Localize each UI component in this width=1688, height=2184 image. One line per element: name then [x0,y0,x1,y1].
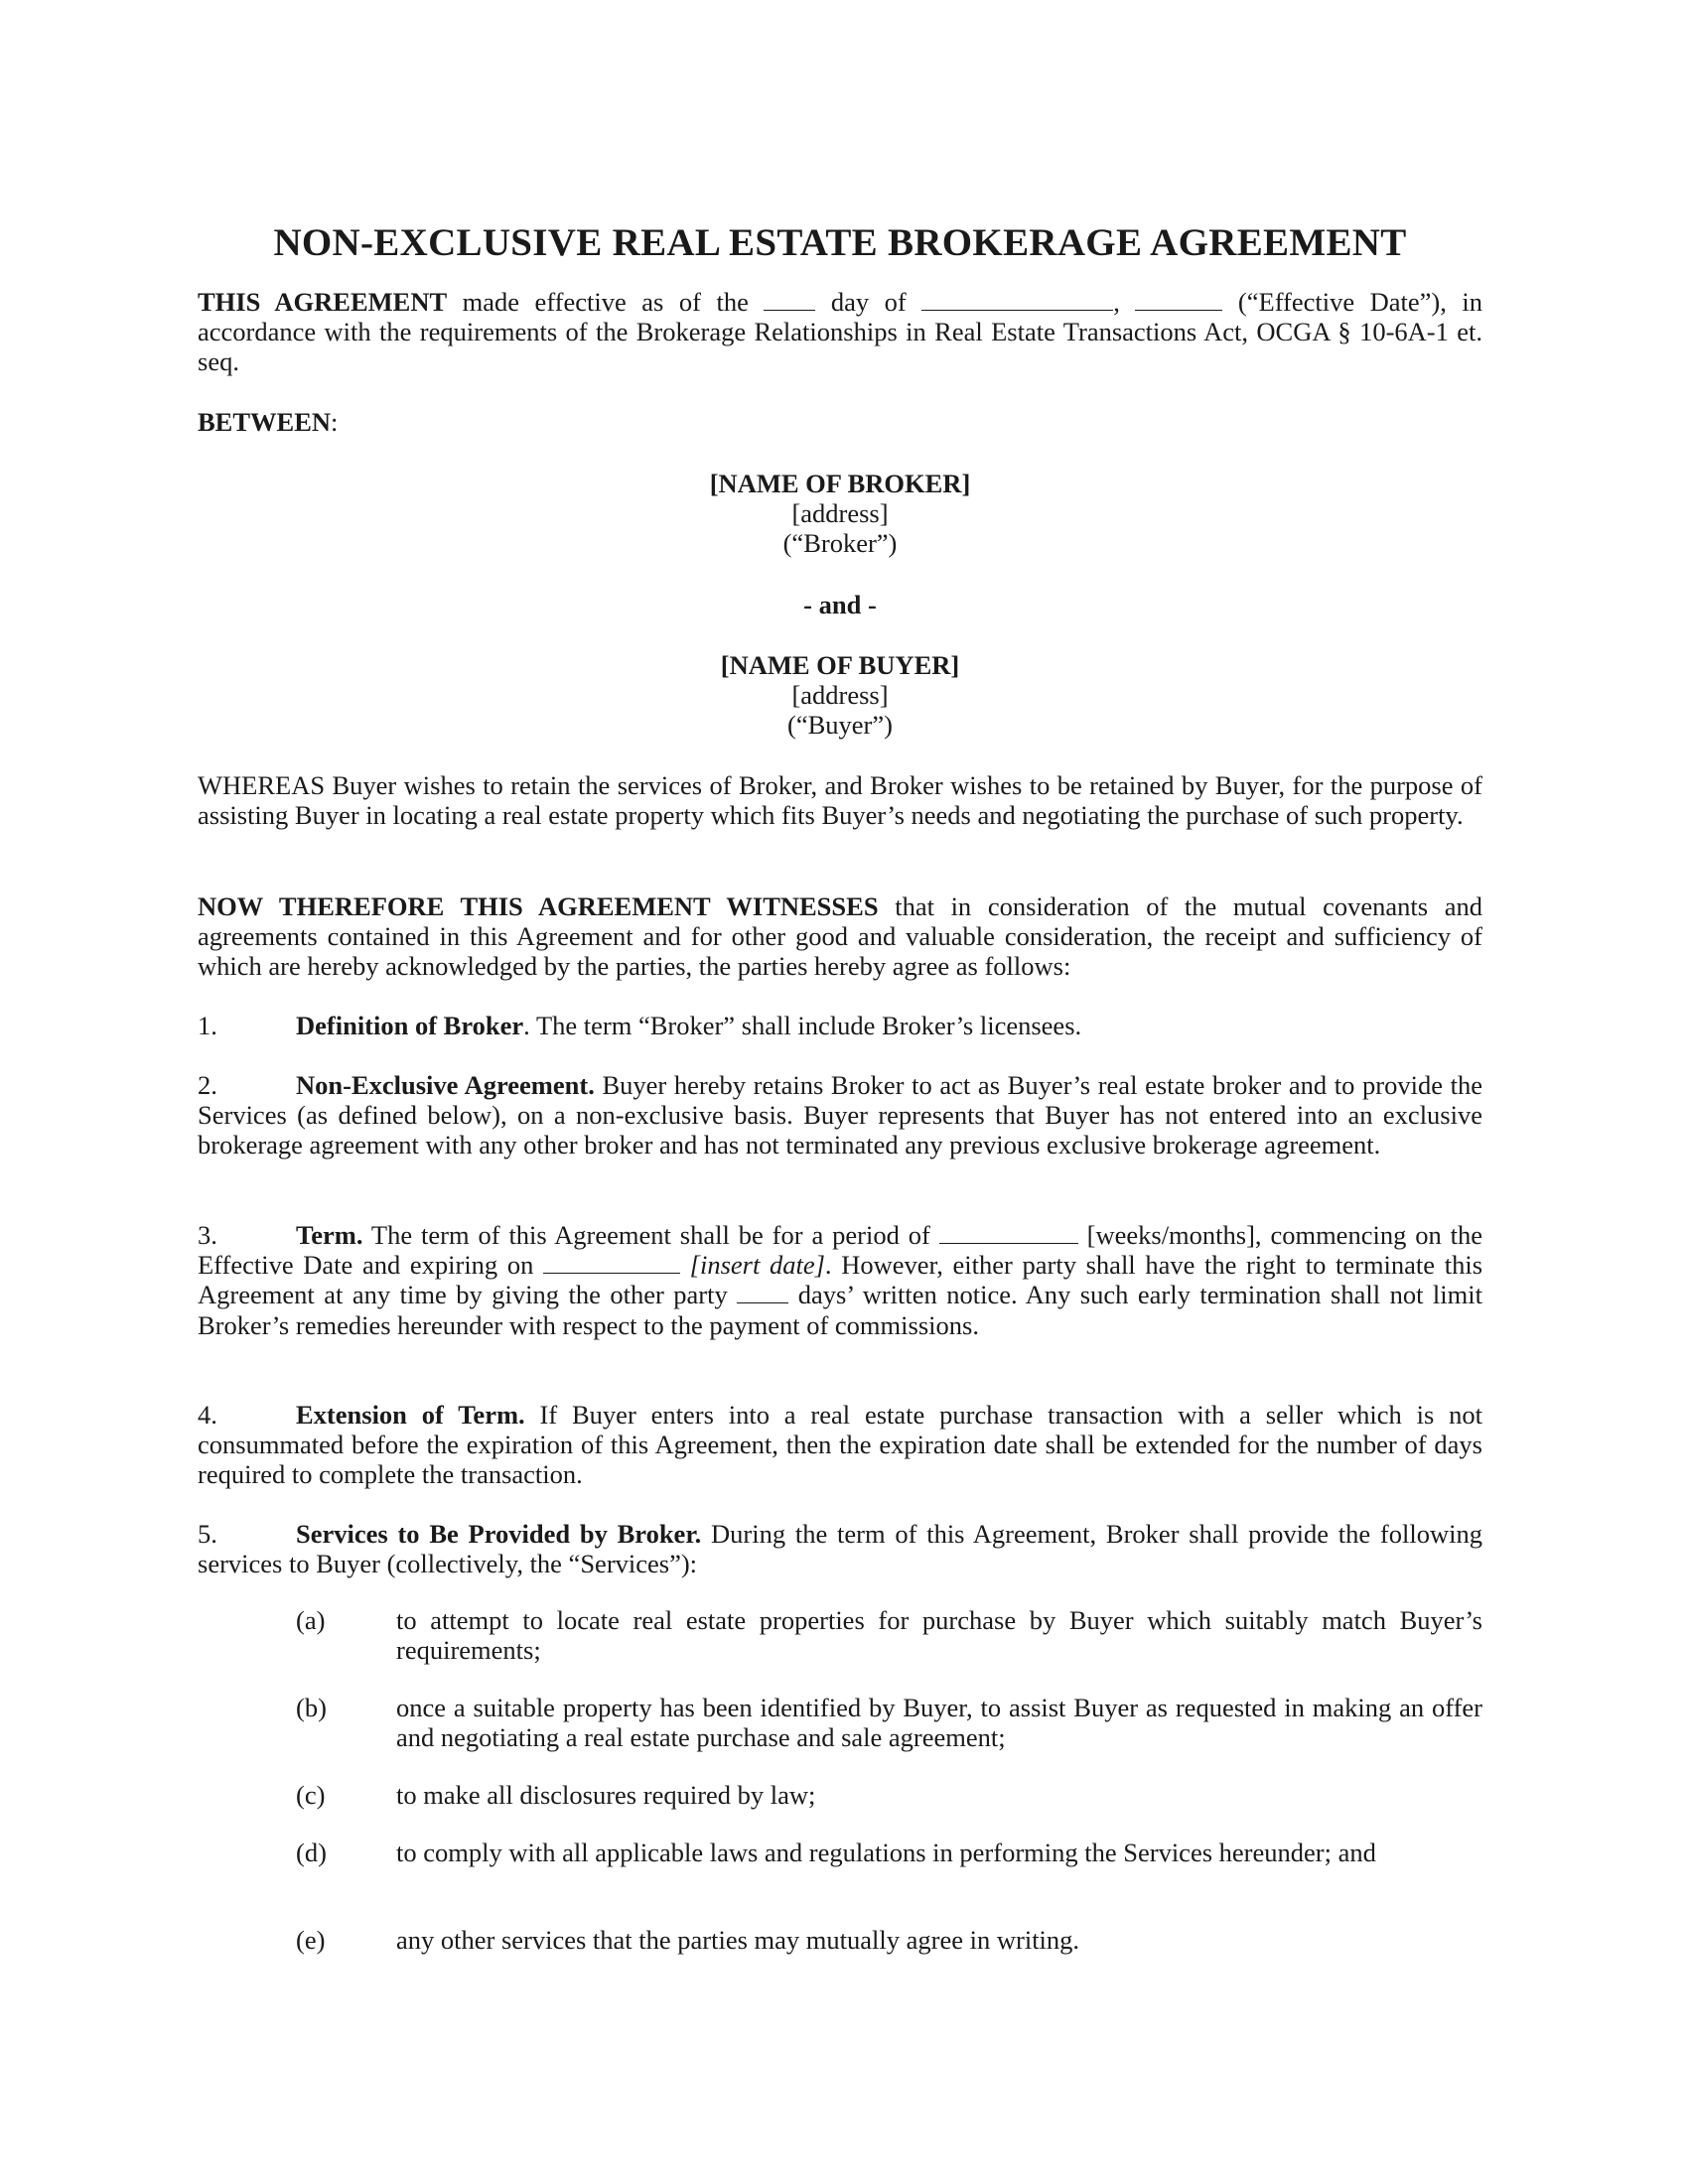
section-5-number: 5. [198,1519,217,1549]
service-label: (c) [296,1780,326,1810]
section-1 [198,1011,1482,1040]
insert-date-note: [insert date] [689,1250,825,1281]
between-label: BETWEEN [198,407,332,437]
service-label: (a) [296,1605,326,1635]
service-text: to make all disclosures required by law; [396,1780,816,1810]
notice-days-blank[interactable] [737,1281,788,1303]
intro-lead: THIS AGREEMENT [198,287,448,317]
whereas-paragraph: WHEREAS Buyer wishes to retain the services of Broker, and Broker wishes to be retained by Buyer, for the purpose of assisting Buyer in locating a real estate property which fits Buyer’s needs and negotiating the purchase of such property. [198,770,1482,831]
service-label: (e) [296,1925,326,1955]
intro-text-2: day of [815,287,922,317]
section-5-heading: Services to Be Provided by Broker. [296,1519,702,1549]
intro-text-3: , [1113,287,1136,317]
expiry-date-blank[interactable] [543,1251,680,1274]
section-3-number: 3. [198,1220,217,1250]
section-1-heading: Definition of Broker [296,1011,524,1040]
section-3-text-3 [680,1250,690,1280]
section-3-heading: Term. [296,1220,363,1250]
intro-text-1: made effective as of the [447,287,765,317]
buyer-address: [address] [791,680,889,711]
party-broker [198,469,1482,559]
service-label: (d) [296,1838,327,1867]
section-3-text-1: The term of this Agreement shall be for a period of [362,1220,939,1250]
section-3-text-2: [weeks/months], commencing on the Effective Date and expiring on [198,1220,1482,1281]
section-1-text: . The term “Broker” shall include Broker’s licensees. [523,1011,1082,1040]
broker-address: [address] [791,498,889,529]
section-2 [198,1070,1482,1160]
section-5 [198,1519,1482,1578]
service-text: any other services that the parties may mutually agree in writing. [396,1925,1080,1955]
between-heading [198,407,1482,437]
period-blank[interactable] [939,1221,1078,1244]
now-text: that in consideration of the mutual covenants and agreements contained in this Agreement and for other good and valuable consideration, the receipt and sufficiency of which are hereby acknowledged by the parties, the parties hereby agree as follows: [198,891,1482,982]
broker-label: (“Broker”) [782,528,898,559]
section-4 [198,1400,1482,1490]
year-blank[interactable] [1135,288,1222,311]
and-separator: - and - [803,590,877,619]
section-3 [198,1220,1482,1340]
now-therefore-paragraph [198,891,1482,982]
between-colon: : [331,407,339,437]
service-label: (b) [296,1693,327,1722]
day-blank[interactable] [764,288,815,311]
intro-text-4: (“Effective Date”), in accordance with the requirements of the Brokerage Relationships in Real Estate Transactions Act, OCGA § 10-6A-1 et. seq. [198,287,1483,377]
section-1-number: 1. [198,1011,217,1040]
section-4-heading: Extension of Term. [296,1400,525,1430]
service-text: to attempt to locate real estate properties for purchase by Buyer which suitably match Buyer’s requirements; [396,1605,1482,1666]
section-4-text: If Buyer enters into a real estate purchase transaction with a seller which is not consummated before the expiration of this Agreement, then the expiration date shall be extended for the number of days required to complete the transaction. [198,1400,1483,1490]
section-5-text: During the term of this Agreement, Broker shall provide the following services to Buyer (collectively, the “Services”): [198,1519,1482,1579]
month-blank[interactable] [921,288,1113,311]
buyer-name: [NAME OF BUYER] [720,650,960,680]
service-text: once a suitable property has been identified by Buyer, to assist Buyer as requested in making an offer and negotiating a real estate purchase and sale agreement; [396,1693,1482,1753]
section-3-text-4: . However, either party shall have the right to terminate this Agreement at any time by giving the other party [198,1250,1483,1310]
now-lead: NOW THEREFORE THIS AGREEMENT WITNESSES [198,891,879,921]
section-2-heading: Non-Exclusive Agreement. [296,1070,595,1100]
document-title: NON-EXCLUSIVE REAL ESTATE BROKERAGE AGREEMENT [273,221,1407,264]
party-buyer [198,650,1482,741]
service-text: to comply with all applicable laws and regulations in performing the Services hereunder; and [396,1838,1376,1867]
section-4-number: 4. [198,1400,217,1430]
buyer-label: (“Buyer”) [787,710,893,741]
section-3-text-5: days’ written notice. Any such early termination shall not limit Broker’s remedies hereunder with respect to the payment of commissions. [198,1280,1482,1340]
section-2-number: 2. [198,1070,217,1100]
broker-name: [NAME OF BROKER] [709,469,971,498]
intro-paragraph [198,287,1482,377]
section-2-text: Buyer hereby retains Broker to act as Buyer’s real estate broker and to provide the Services (as defined below), on a non-exclusive basis. Buyer represents that Buyer has not entered into an exclusive brokerage agreement with any other broker and has not terminated any previous exclusive brokerage agreement. [198,1070,1482,1160]
